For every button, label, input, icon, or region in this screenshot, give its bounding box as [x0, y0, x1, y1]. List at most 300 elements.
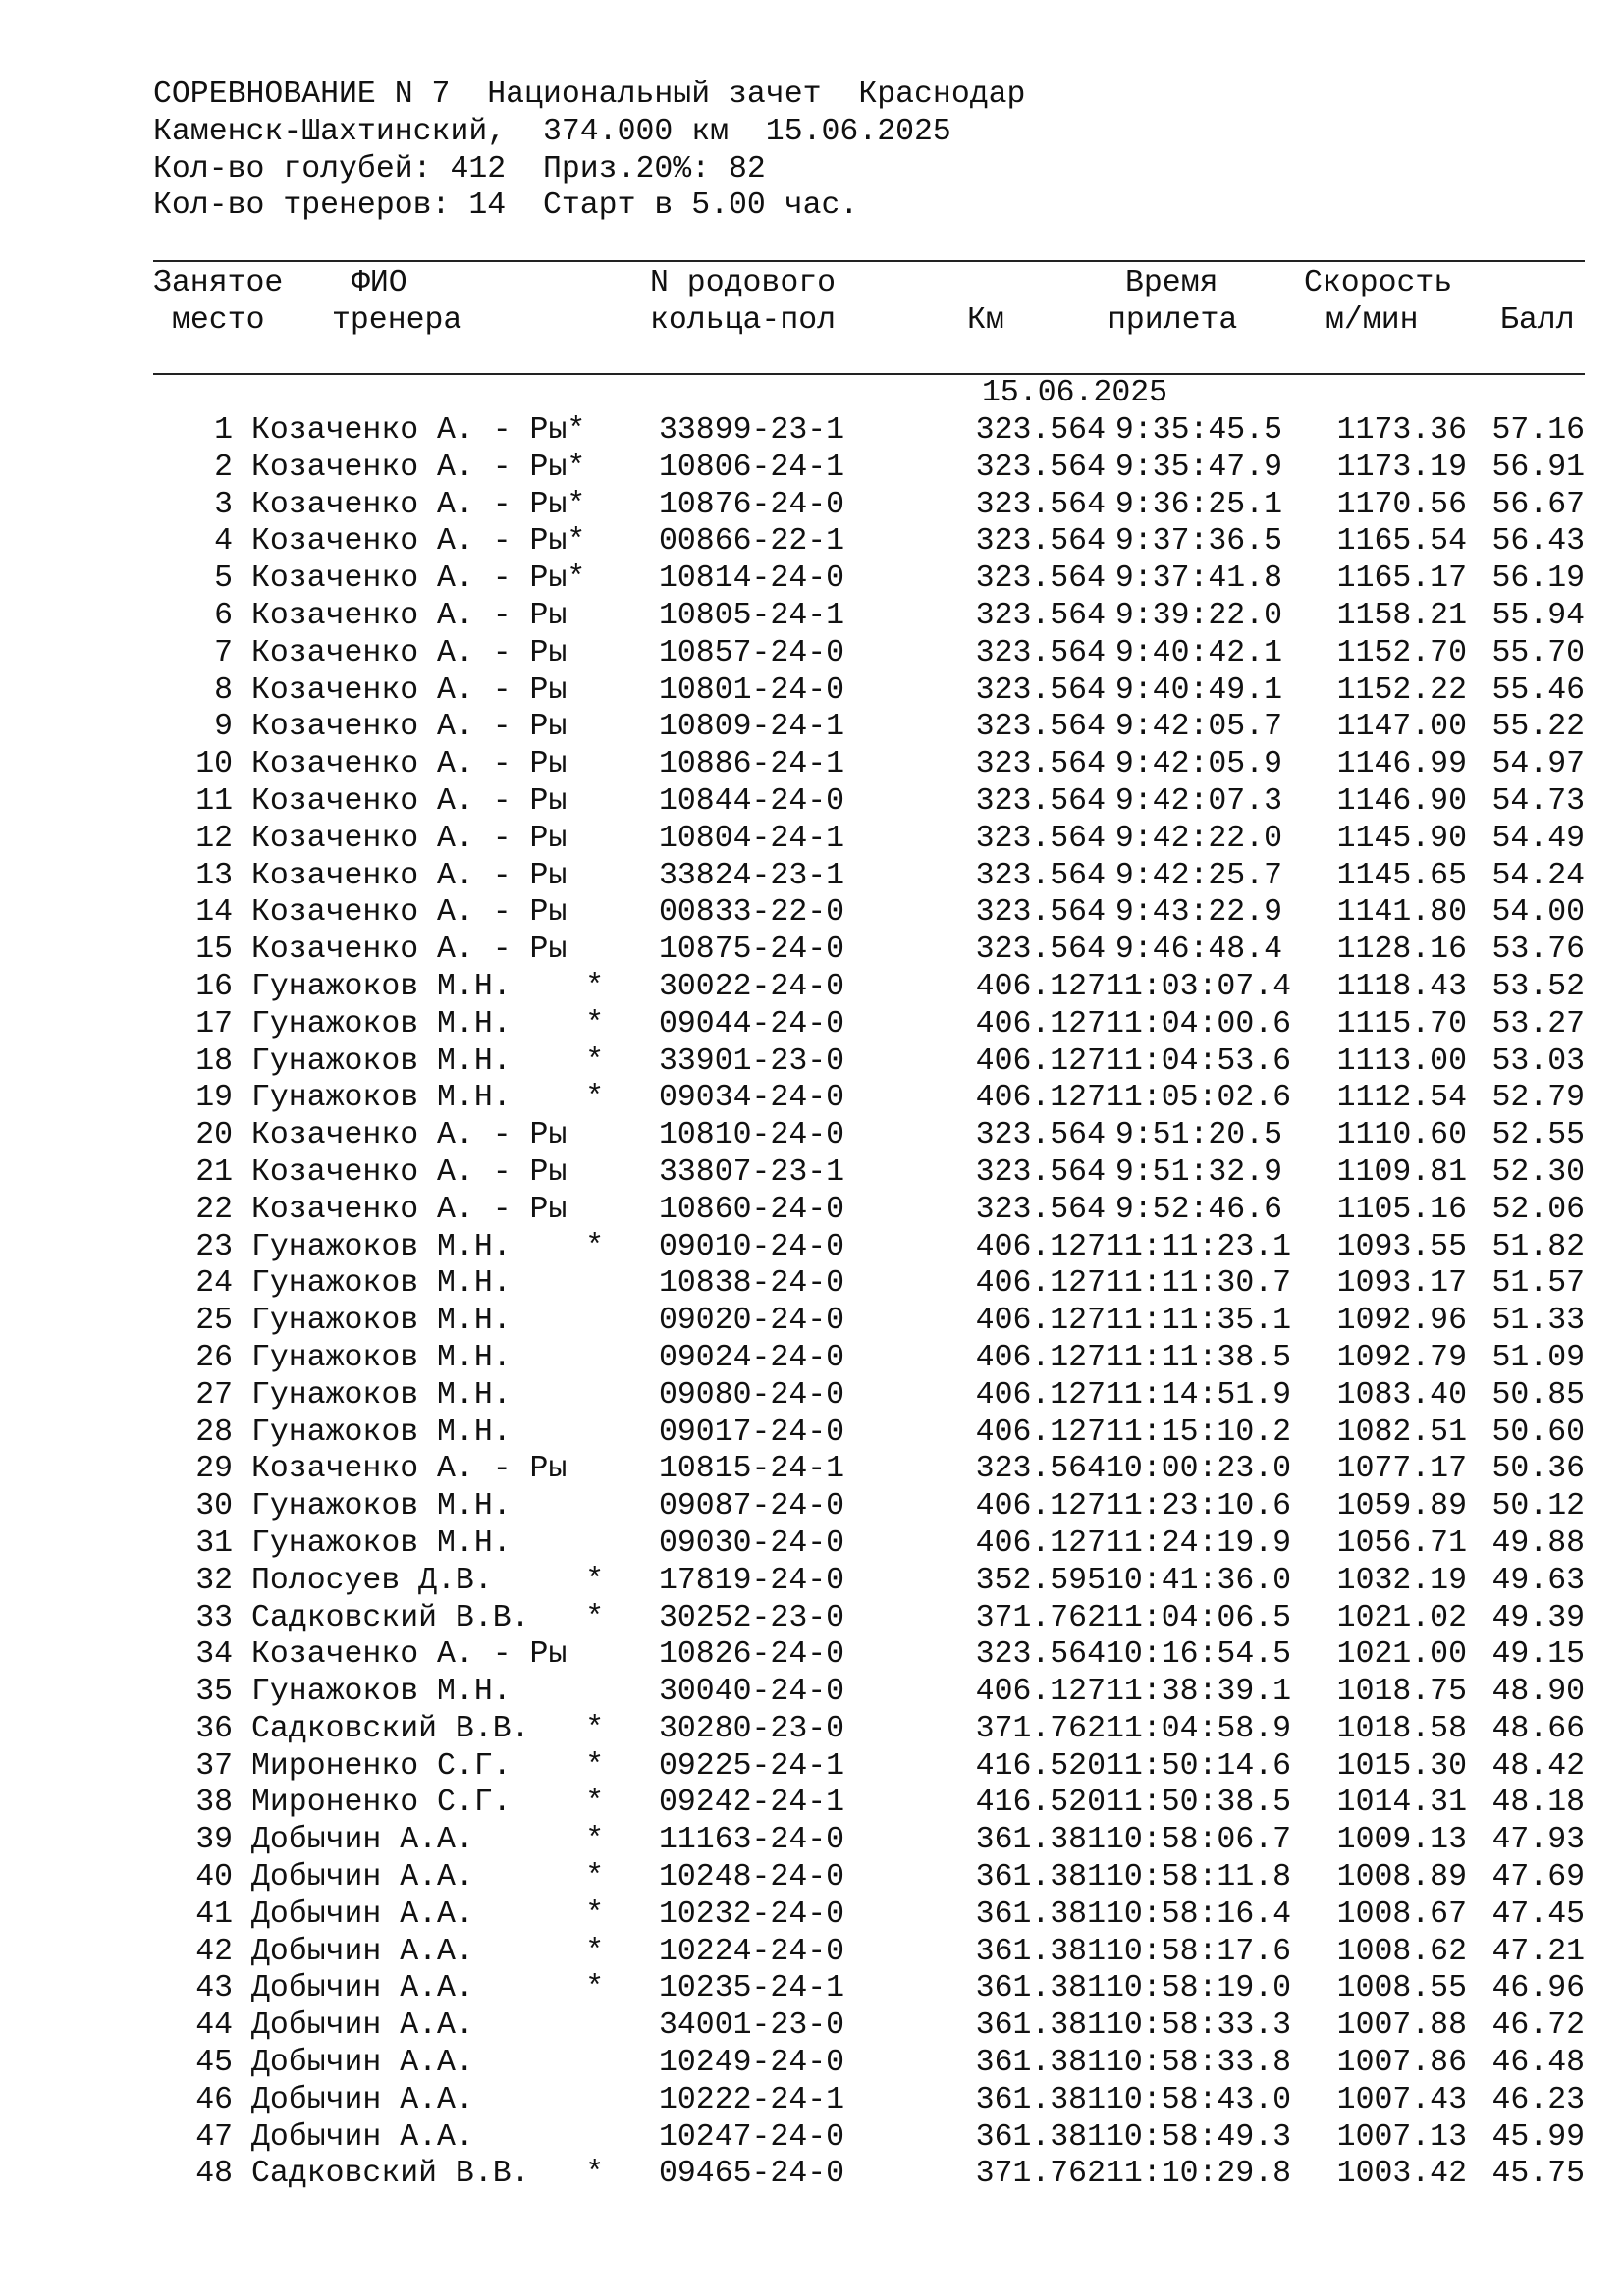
trainer-name-cell: Гунажоков М.Н. *: [251, 1043, 605, 1079]
table-row: [153, 523, 1585, 561]
trainer-name-cell: Гунажоков М.Н.: [251, 1415, 512, 1450]
distance-cell: 323.564: [975, 747, 1106, 782]
col-place-label-2: место: [172, 303, 265, 338]
ring-number-cell: 10809-24-1: [659, 710, 845, 745]
distance-cell: 361.381: [975, 1934, 1106, 1969]
distance-cell: 323.564: [975, 672, 1106, 708]
table-row: [153, 2045, 1585, 2082]
score-cell: 54.24: [1491, 858, 1585, 893]
place-cell: 25: [195, 1304, 233, 1339]
place-cell: 2: [214, 450, 233, 485]
trainer-name-cell: Гунажоков М.Н.: [251, 1340, 512, 1375]
score-cell: 51.33: [1491, 1304, 1585, 1339]
score-cell: 56.91: [1491, 450, 1585, 485]
table-row: [153, 1043, 1585, 1081]
trainer-name-cell: Гунажоков М.Н.: [251, 1675, 512, 1710]
score-cell: 51.09: [1491, 1340, 1585, 1375]
speed-cell: 1110.60: [1336, 1118, 1467, 1153]
score-cell: 50.85: [1491, 1377, 1585, 1413]
speed-cell: 1173.36: [1336, 413, 1467, 448]
distance-cell: 323.564: [975, 450, 1106, 485]
arrival-time-cell: 11:11:35.1: [1106, 1304, 1292, 1339]
speed-cell: 1056.71: [1336, 1525, 1467, 1561]
distance-cell: 371.762: [975, 1600, 1106, 1635]
place-cell: 18: [195, 1043, 233, 1079]
place-cell: 48: [195, 2157, 233, 2192]
distance-cell: 323.564: [975, 858, 1106, 893]
place-cell: 8: [214, 672, 233, 708]
distance-cell: 406.127: [975, 1415, 1106, 1450]
table-row: [153, 1377, 1585, 1415]
speed-cell: 1093.55: [1336, 1229, 1467, 1264]
ring-number-cell: 10886-24-1: [659, 747, 845, 782]
arrival-time-cell: 10:58:19.0: [1106, 1971, 1292, 2006]
score-cell: 45.99: [1491, 2119, 1585, 2155]
section-date: 15.06.2025: [982, 376, 1168, 410]
table-row: [153, 1192, 1585, 1229]
trainer-name-cell: Козаченко А. - Ры: [251, 895, 568, 931]
place-cell: 5: [214, 561, 233, 597]
table-row: [153, 1822, 1585, 1859]
ring-number-cell: 30280-23-0: [659, 1711, 845, 1746]
score-cell: 46.72: [1491, 2008, 1585, 2044]
trainer-name-cell: Козаченко А. - Ры: [251, 598, 568, 633]
table-row: [153, 2082, 1585, 2119]
distance-cell: 361.381: [975, 2119, 1106, 2155]
distance-cell: 361.381: [975, 2008, 1106, 2044]
score-cell: 56.67: [1491, 487, 1585, 522]
ring-number-cell: 33824-23-1: [659, 858, 845, 893]
score-cell: 53.76: [1491, 933, 1585, 968]
place-cell: 23: [195, 1229, 233, 1264]
trainer-name-cell: Козаченко А. - Ры: [251, 1637, 568, 1673]
trainer-name-cell: Козаченко А. - Ры: [251, 747, 568, 782]
ring-number-cell: 09024-24-0: [659, 1340, 845, 1375]
table-row: [153, 2119, 1585, 2157]
trainer-name-cell: Гунажоков М.Н. *: [251, 1081, 605, 1116]
trainer-name-cell: Добычин А.А.: [251, 2046, 474, 2081]
speed-cell: 1003.42: [1336, 2157, 1467, 2192]
distance-cell: 371.762: [975, 1711, 1106, 1746]
place-cell: 17: [195, 1006, 233, 1041]
place-cell: 3: [214, 487, 233, 522]
place-cell: 39: [195, 1823, 233, 1858]
trainer-name-cell: Козаченко А. - Ры: [251, 933, 568, 968]
score-cell: 49.88: [1491, 1525, 1585, 1561]
ring-number-cell: 10857-24-0: [659, 635, 845, 670]
score-cell: 56.19: [1491, 561, 1585, 597]
arrival-time-cell: 9:37:36.5: [1114, 524, 1282, 560]
table-row: [153, 894, 1585, 932]
place-cell: 47: [195, 2119, 233, 2155]
speed-cell: 1092.79: [1336, 1340, 1467, 1375]
distance-cell: 323.564: [975, 710, 1106, 745]
col-ring-label-2: кольца-пол: [650, 303, 837, 338]
distance-cell: 323.564: [975, 487, 1106, 522]
arrival-time-cell: 10:58:33.8: [1106, 2046, 1292, 2081]
table-row: [153, 1117, 1585, 1154]
arrival-time-cell: 9:42:22.0: [1114, 821, 1282, 856]
table-row: [153, 1563, 1585, 1600]
trainer-name-cell: Гунажоков М.Н.: [251, 1525, 512, 1561]
table-row: [153, 1006, 1585, 1043]
speed-cell: 1008.89: [1336, 1860, 1467, 1896]
speed-cell: 1113.00: [1336, 1043, 1467, 1079]
trainer-name-cell: Гунажоков М.Н. *: [251, 1006, 605, 1041]
trainer-name-cell: Козаченко А. - Ры*: [251, 413, 586, 448]
report-header: [153, 77, 1025, 225]
speed-cell: 1009.13: [1336, 1823, 1467, 1858]
ring-number-cell: 09030-24-0: [659, 1525, 845, 1561]
score-cell: 45.75: [1491, 2157, 1585, 2192]
ring-number-cell: 09225-24-1: [659, 1748, 845, 1784]
score-cell: 53.52: [1491, 969, 1585, 1004]
arrival-time-cell: 9:42:25.7: [1114, 858, 1282, 893]
trainer-name-cell: Гунажоков М.Н.: [251, 1304, 512, 1339]
distance-cell: 352.595: [975, 1563, 1106, 1598]
score-cell: 47.93: [1491, 1823, 1585, 1858]
trainer-name-cell: Гунажоков М.Н.: [251, 1377, 512, 1413]
speed-cell: 1152.70: [1336, 635, 1467, 670]
arrival-time-cell: 11:11:38.5: [1106, 1340, 1292, 1375]
table-row: [153, 1229, 1585, 1266]
ring-number-cell: 10838-24-0: [659, 1266, 845, 1302]
distance-cell: 323.564: [975, 895, 1106, 931]
ring-number-cell: 10804-24-1: [659, 821, 845, 856]
arrival-time-cell: 11:23:10.6: [1106, 1489, 1292, 1524]
distance-cell: 361.381: [975, 2046, 1106, 2081]
table-row: [153, 1265, 1585, 1303]
ring-number-cell: 10844-24-0: [659, 783, 845, 819]
release-point-line: Каменск-Шахтинский, 374.000 км 15.06.2025: [153, 114, 951, 149]
arrival-time-cell: 9:36:25.1: [1114, 487, 1282, 522]
table-row: [153, 783, 1585, 821]
table-row: [153, 1674, 1585, 1711]
distance-cell: 323.564: [975, 821, 1106, 856]
place-cell: 12: [195, 821, 233, 856]
arrival-time-cell: 9:51:20.5: [1114, 1118, 1282, 1153]
table-row: [153, 858, 1585, 895]
ring-number-cell: 17819-24-0: [659, 1563, 845, 1598]
place-cell: 31: [195, 1525, 233, 1561]
arrival-time-cell: 10:58:49.3: [1106, 2119, 1292, 2155]
trainer-name-cell: Козаченко А. - Ры: [251, 821, 568, 856]
table-row: [153, 1934, 1585, 1971]
trainer-name-cell: Добычин А.А.: [251, 2119, 474, 2155]
distance-cell: 406.127: [975, 1304, 1106, 1339]
table-row: [153, 2156, 1585, 2193]
trainer-name-cell: Козаченко А. - Ры*: [251, 524, 586, 560]
col-name-label-1: ФИО: [352, 266, 407, 300]
table-row: [153, 412, 1585, 450]
distance-cell: 361.381: [975, 1860, 1106, 1896]
score-cell: 50.12: [1491, 1489, 1585, 1524]
trainer-name-cell: Козаченко А. - Ры: [251, 783, 568, 819]
arrival-time-cell: 9:42:07.3: [1114, 783, 1282, 819]
speed-cell: 1082.51: [1336, 1415, 1467, 1450]
distance-cell: 323.564: [975, 783, 1106, 819]
table-row: [153, 1970, 1585, 2007]
speed-cell: 1165.17: [1336, 561, 1467, 597]
distance-cell: 406.127: [975, 1266, 1106, 1302]
speed-cell: 1021.02: [1336, 1600, 1467, 1635]
score-cell: 51.57: [1491, 1266, 1585, 1302]
trainer-name-cell: Добычин А.А. *: [251, 1896, 605, 1932]
trainer-name-cell: Добычин А.А. *: [251, 1860, 605, 1896]
arrival-time-cell: 10:58:11.8: [1106, 1860, 1292, 1896]
table-row: [153, 1340, 1585, 1377]
ring-number-cell: 09465-24-0: [659, 2157, 845, 2192]
score-cell: 48.66: [1491, 1711, 1585, 1746]
score-cell: 55.46: [1491, 672, 1585, 708]
speed-cell: 1077.17: [1336, 1452, 1467, 1487]
speed-cell: 1015.30: [1336, 1748, 1467, 1784]
place-cell: 15: [195, 933, 233, 968]
place-cell: 45: [195, 2046, 233, 2081]
trainer-name-cell: Гунажоков М.Н.: [251, 1489, 512, 1524]
ring-number-cell: 09017-24-0: [659, 1415, 845, 1450]
speed-cell: 1147.00: [1336, 710, 1467, 745]
place-cell: 30: [195, 1489, 233, 1524]
pigeon-count-line: Кол-во голубей: 412 Приз.20%: 82: [153, 151, 766, 187]
arrival-time-cell: 11:03:07.4: [1106, 969, 1292, 1004]
place-cell: 33: [195, 1600, 233, 1635]
trainer-name-cell: Полосуев Д.В. *: [251, 1563, 605, 1598]
score-cell: 54.97: [1491, 747, 1585, 782]
place-cell: 41: [195, 1896, 233, 1932]
speed-cell: 1007.88: [1336, 2008, 1467, 2044]
arrival-time-cell: 10:58:16.4: [1106, 1896, 1292, 1932]
score-cell: 47.21: [1491, 1934, 1585, 1969]
place-cell: 4: [214, 524, 233, 560]
place-cell: 6: [214, 598, 233, 633]
place-cell: 13: [195, 858, 233, 893]
trainer-name-cell: Козаченко А. - Ры*: [251, 487, 586, 522]
col-time-label-1: Время: [1125, 266, 1218, 300]
ring-number-cell: 10814-24-0: [659, 561, 845, 597]
speed-cell: 1014.31: [1336, 1786, 1467, 1821]
speed-cell: 1018.58: [1336, 1711, 1467, 1746]
place-cell: 32: [195, 1563, 233, 1598]
score-cell: 52.30: [1491, 1154, 1585, 1190]
ring-number-cell: 09080-24-0: [659, 1377, 845, 1413]
ring-number-cell: 09087-24-0: [659, 1489, 845, 1524]
distance-cell: 323.564: [975, 635, 1106, 670]
ring-number-cell: 10806-24-1: [659, 450, 845, 485]
col-name-label-2: тренера: [332, 303, 462, 338]
speed-cell: 1146.90: [1336, 783, 1467, 819]
col-speed-label-2: м/мин: [1326, 303, 1419, 338]
table-row: [153, 1488, 1585, 1525]
distance-cell: 361.381: [975, 2082, 1106, 2117]
arrival-time-cell: 11:04:06.5: [1106, 1600, 1292, 1635]
arrival-time-cell: 9:39:22.0: [1114, 598, 1282, 633]
arrival-time-cell: 10:58:33.3: [1106, 2008, 1292, 2044]
ring-number-cell: 09010-24-0: [659, 1229, 845, 1264]
score-cell: 49.63: [1491, 1563, 1585, 1598]
arrival-time-cell: 9:35:47.9: [1114, 450, 1282, 485]
place-cell: 43: [195, 1971, 233, 2006]
speed-cell: 1152.22: [1336, 672, 1467, 708]
trainer-count-line: Кол-во тренеров: 14 Старт в 5.00 час.: [153, 188, 859, 224]
table-row: [153, 1303, 1585, 1340]
trainer-name-cell: Козаченко А. - Ры: [251, 1118, 568, 1153]
ring-number-cell: 10815-24-1: [659, 1452, 845, 1487]
arrival-time-cell: 10:41:36.0: [1106, 1563, 1292, 1598]
ring-number-cell: 34001-23-0: [659, 2008, 845, 2044]
speed-cell: 1008.55: [1336, 1971, 1467, 2006]
trainer-name-cell: Добычин А.А.: [251, 2082, 474, 2117]
table-row: [153, 1785, 1585, 1822]
table-row: [153, 450, 1585, 487]
score-cell: 47.45: [1491, 1896, 1585, 1932]
table-row: [153, 1154, 1585, 1192]
arrival-time-cell: 11:11:30.7: [1106, 1266, 1292, 1302]
score-cell: 54.49: [1491, 821, 1585, 856]
distance-cell: 406.127: [975, 1675, 1106, 1710]
table-row: [153, 561, 1585, 598]
place-cell: 19: [195, 1081, 233, 1116]
competition-title: СОРЕВНОВАНИЕ N 7 Национальный зачет Краснодар: [153, 78, 1026, 112]
ring-number-cell: 10805-24-1: [659, 598, 845, 633]
distance-cell: 323.564: [975, 1118, 1106, 1153]
trainer-name-cell: Добычин А.А. *: [251, 1823, 605, 1858]
speed-cell: 1032.19: [1336, 1563, 1467, 1598]
trainer-name-cell: Гунажоков М.Н. *: [251, 1229, 605, 1264]
score-cell: 55.22: [1491, 710, 1585, 745]
place-cell: 29: [195, 1452, 233, 1487]
trainer-name-cell: Козаченко А. - Ры: [251, 710, 568, 745]
col-speed-label-1: Скорость: [1304, 266, 1453, 300]
table-row: [153, 1859, 1585, 1896]
table-row: [153, 821, 1585, 858]
arrival-time-cell: 10:16:54.5: [1106, 1637, 1292, 1673]
table-row: [153, 672, 1585, 710]
table-row: [153, 1415, 1585, 1452]
distance-cell: 371.762: [975, 2157, 1106, 2192]
distance-cell: 323.564: [975, 933, 1106, 968]
place-cell: 11: [195, 783, 233, 819]
ring-number-cell: 00866-22-1: [659, 524, 845, 560]
ring-number-cell: 10860-24-0: [659, 1192, 845, 1227]
ring-number-cell: 30022-24-0: [659, 969, 845, 1004]
header-bottom-rule: [153, 373, 1585, 375]
trainer-name-cell: Добычин А.А.: [251, 2008, 474, 2044]
place-cell: 20: [195, 1118, 233, 1153]
ring-number-cell: 33899-23-1: [659, 413, 845, 448]
distance-cell: 406.127: [975, 1340, 1106, 1375]
table-row: [153, 1525, 1585, 1563]
trainer-name-cell: Козаченко А. - Ры: [251, 1154, 568, 1190]
ring-number-cell: 10249-24-0: [659, 2046, 845, 2081]
speed-cell: 1146.99: [1336, 747, 1467, 782]
speed-cell: 1092.96: [1336, 1304, 1467, 1339]
arrival-time-cell: 11:10:29.8: [1106, 2157, 1292, 2192]
speed-cell: 1021.00: [1336, 1637, 1467, 1673]
score-cell: 49.15: [1491, 1637, 1585, 1673]
ring-number-cell: 09242-24-1: [659, 1786, 845, 1821]
arrival-time-cell: 9:40:42.1: [1114, 635, 1282, 670]
trainer-name-cell: Козаченко А. - Ры: [251, 672, 568, 708]
place-cell: 36: [195, 1711, 233, 1746]
distance-cell: 406.127: [975, 1043, 1106, 1079]
speed-cell: 1158.21: [1336, 598, 1467, 633]
ring-number-cell: 10826-24-0: [659, 1637, 845, 1673]
arrival-time-cell: 9:35:45.5: [1114, 413, 1282, 448]
place-cell: 27: [195, 1377, 233, 1413]
speed-cell: 1115.70: [1336, 1006, 1467, 1041]
arrival-time-cell: 11:04:00.6: [1106, 1006, 1292, 1041]
arrival-time-cell: 9:42:05.7: [1114, 710, 1282, 745]
place-cell: 26: [195, 1340, 233, 1375]
arrival-time-cell: 11:04:53.6: [1106, 1043, 1292, 1079]
ring-number-cell: 30040-24-0: [659, 1675, 845, 1710]
ring-number-cell: 10876-24-0: [659, 487, 845, 522]
score-cell: 46.96: [1491, 1971, 1585, 2006]
score-cell: 48.90: [1491, 1675, 1585, 1710]
score-cell: 52.79: [1491, 1081, 1585, 1116]
arrival-time-cell: 10:58:17.6: [1106, 1934, 1292, 1969]
place-cell: 44: [195, 2008, 233, 2044]
score-cell: 55.94: [1491, 598, 1585, 633]
place-cell: 34: [195, 1637, 233, 1673]
speed-cell: 1141.80: [1336, 895, 1467, 931]
trainer-name-cell: Козаченко А. - Ры: [251, 858, 568, 893]
score-cell: 54.00: [1491, 895, 1585, 931]
place-cell: 14: [195, 895, 233, 931]
ring-number-cell: 10801-24-0: [659, 672, 845, 708]
ring-number-cell: 10224-24-0: [659, 1934, 845, 1969]
table-row: [153, 2007, 1585, 2045]
place-cell: 42: [195, 1934, 233, 1969]
place-cell: 46: [195, 2082, 233, 2117]
speed-cell: 1105.16: [1336, 1192, 1467, 1227]
speed-cell: 1008.67: [1336, 1896, 1467, 1932]
speed-cell: 1083.40: [1336, 1377, 1467, 1413]
speed-cell: 1018.75: [1336, 1675, 1467, 1710]
speed-cell: 1093.17: [1336, 1266, 1467, 1302]
arrival-time-cell: 9:37:41.8: [1114, 561, 1282, 597]
arrival-time-cell: 11:38:39.1: [1106, 1675, 1292, 1710]
table-row: [153, 487, 1585, 524]
trainer-name-cell: Добычин А.А. *: [251, 1971, 605, 2006]
table-row: [153, 1451, 1585, 1488]
speed-cell: 1007.13: [1336, 2119, 1467, 2155]
arrival-time-cell: 11:50:14.6: [1106, 1748, 1292, 1784]
table-row: [153, 1636, 1585, 1674]
score-cell: 53.27: [1491, 1006, 1585, 1041]
arrival-time-cell: 11:24:19.9: [1106, 1525, 1292, 1561]
results-table: [153, 412, 1585, 2193]
speed-cell: 1059.89: [1336, 1489, 1467, 1524]
distance-cell: 406.127: [975, 1489, 1106, 1524]
distance-cell: 323.564: [975, 561, 1106, 597]
score-cell: 51.82: [1491, 1229, 1585, 1264]
distance-cell: 406.127: [975, 1525, 1106, 1561]
trainer-name-cell: Добычин А.А. *: [251, 1934, 605, 1969]
ring-number-cell: 09034-24-0: [659, 1081, 845, 1116]
distance-cell: 406.127: [975, 1081, 1106, 1116]
col-km-label: Км: [967, 303, 1004, 338]
score-cell: 49.39: [1491, 1600, 1585, 1635]
ring-number-cell: 10247-24-0: [659, 2119, 845, 2155]
place-cell: 21: [195, 1154, 233, 1190]
arrival-time-cell: 9:40:49.1: [1114, 672, 1282, 708]
arrival-time-cell: 11:04:58.9: [1106, 1711, 1292, 1746]
distance-cell: 416.520: [975, 1748, 1106, 1784]
score-cell: 56.43: [1491, 524, 1585, 560]
distance-cell: 323.564: [975, 1154, 1106, 1190]
